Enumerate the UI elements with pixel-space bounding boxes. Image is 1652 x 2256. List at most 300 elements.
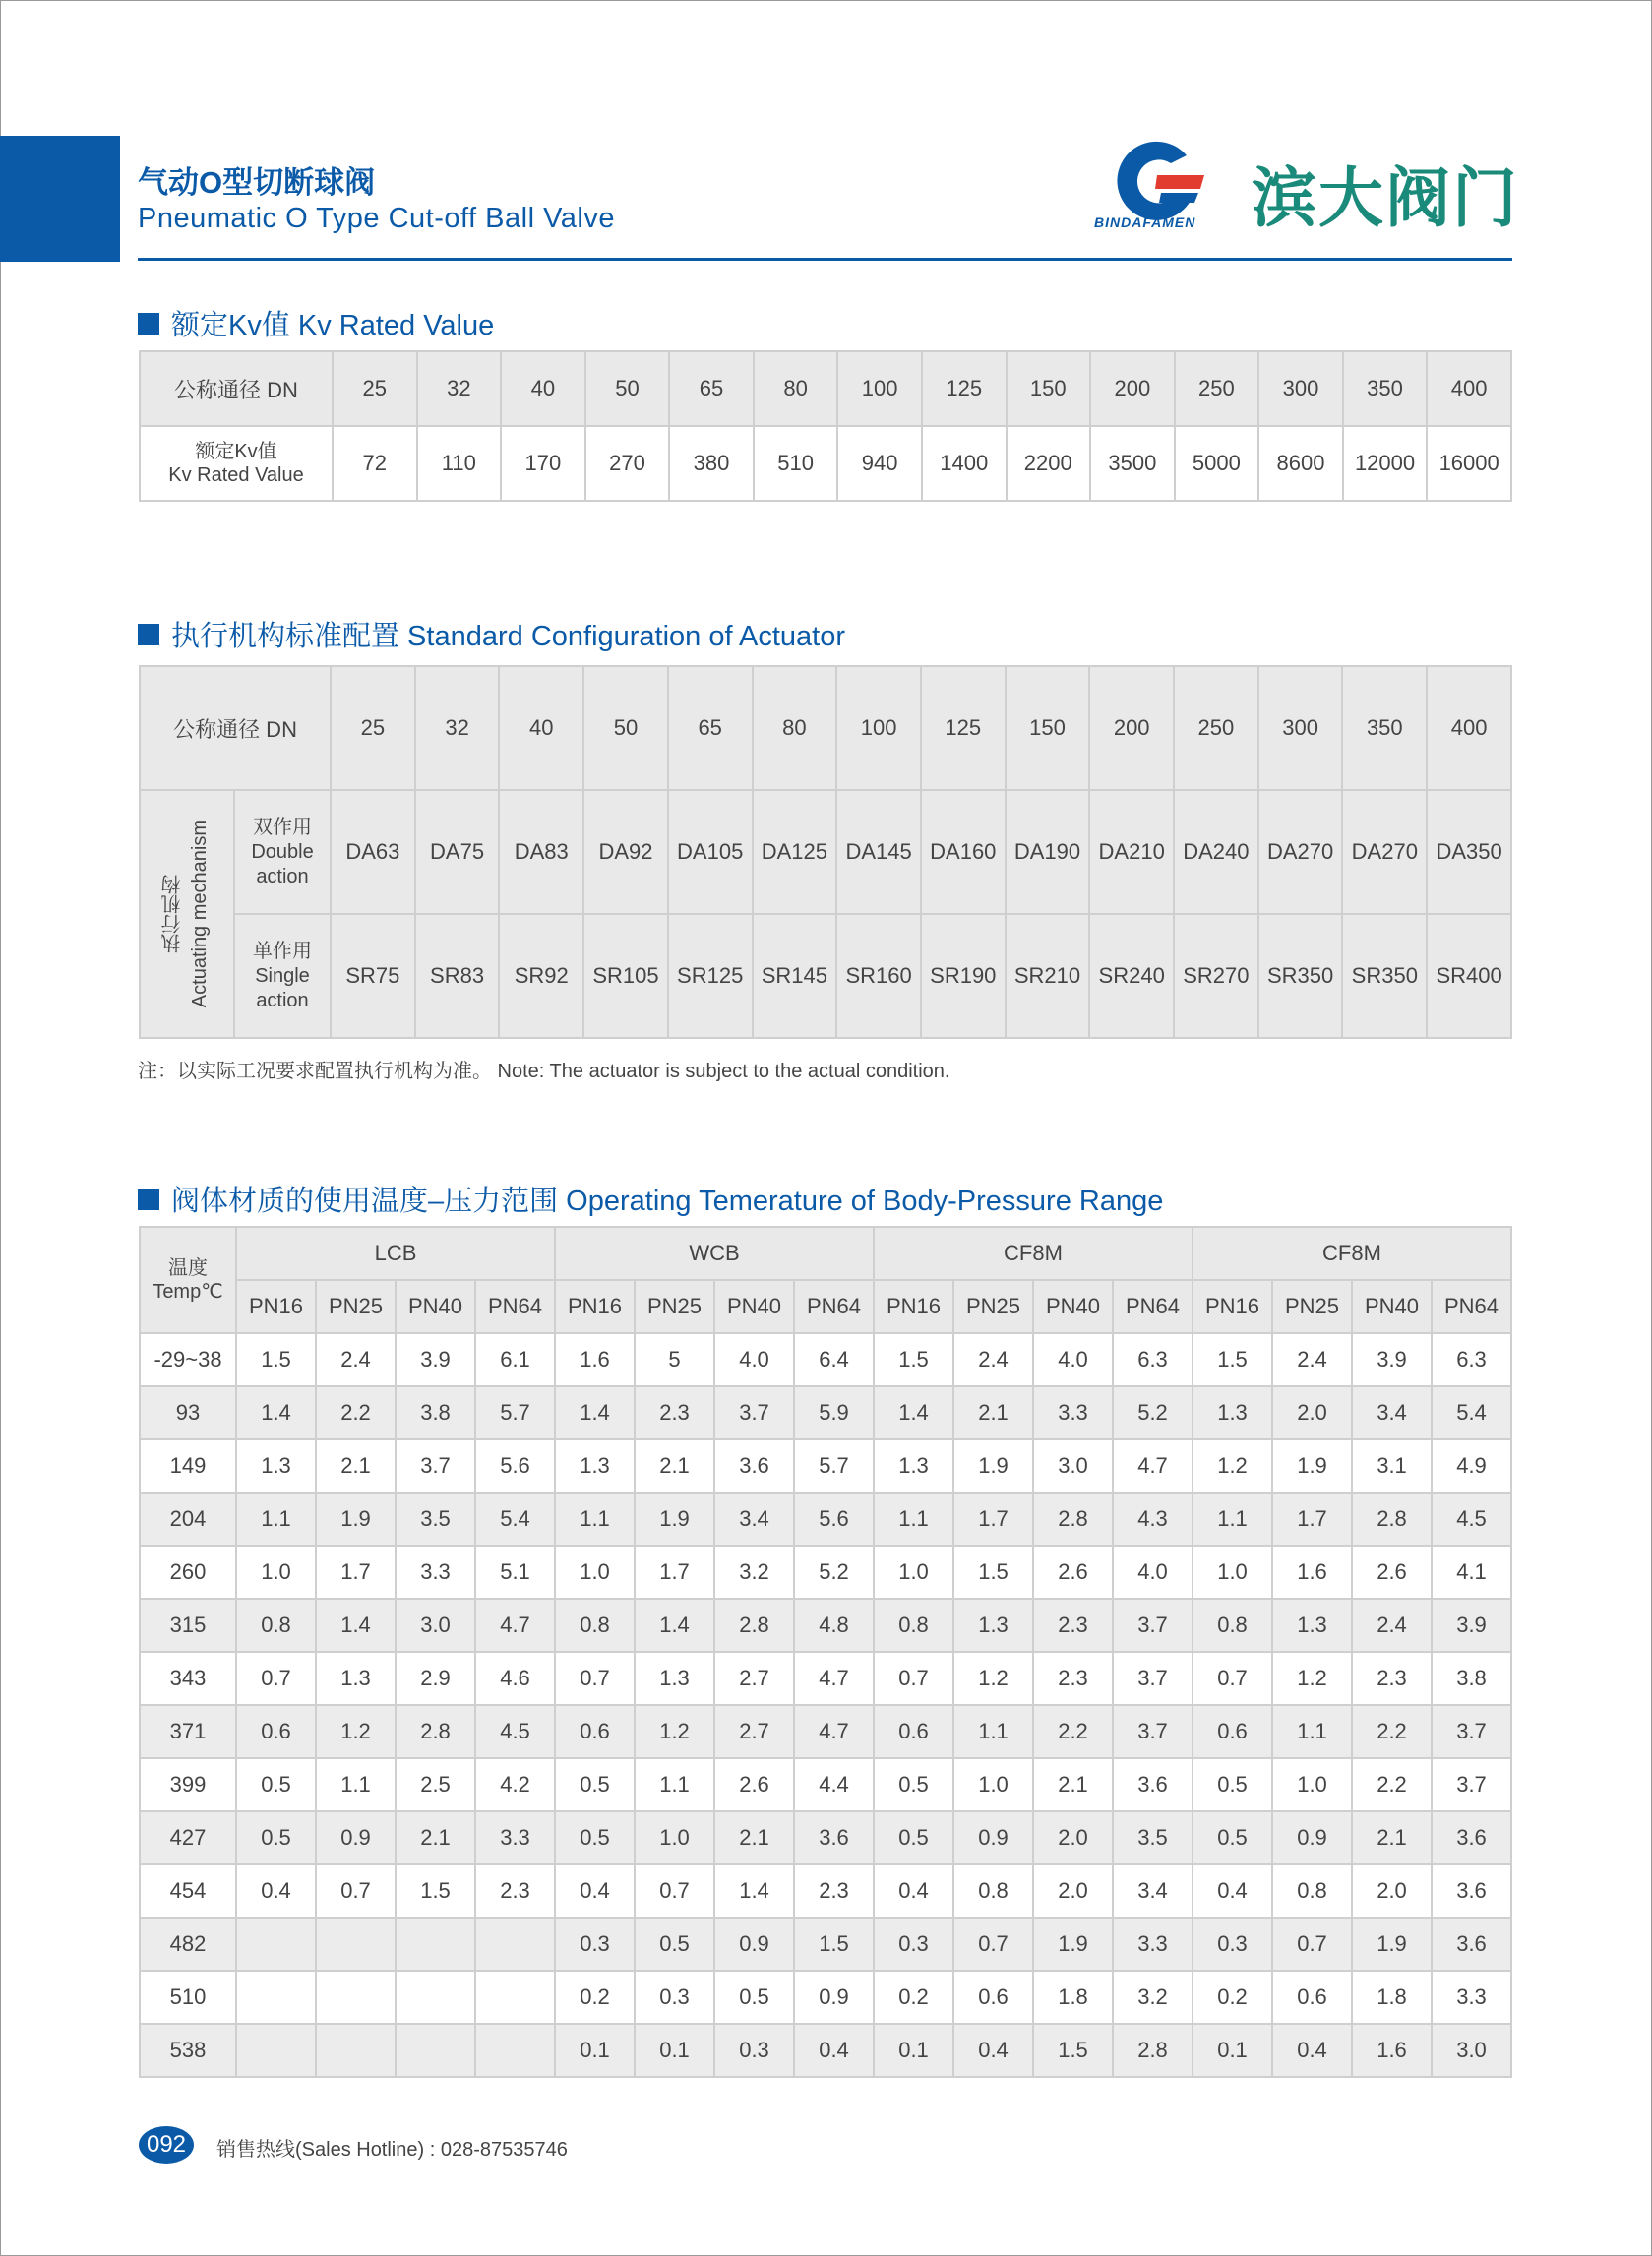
pressure-cell: 1.6 [1272, 1546, 1352, 1599]
pressure-cell: 0.5 [236, 1758, 316, 1811]
pressure-cell: 1.2 [635, 1705, 714, 1758]
kv-value-row [140, 426, 1511, 501]
pressure-heading-text: 阀体材质的使用温度–压力范围 Operating Temerature of Body-Pressure Range [171, 1186, 1164, 1217]
dn-cell: 80 [753, 666, 837, 790]
pressure-cell: 2.8 [714, 1599, 794, 1652]
double-label-en: Double [251, 840, 314, 863]
double-action-row [140, 790, 1511, 914]
kv-rated-table [139, 350, 1512, 502]
actuator-heading-text: 执行机构标准配置 Standard Configuration of Actuator [171, 621, 846, 652]
pressure-cell: 3.4 [1352, 1386, 1432, 1439]
pressure-cell: 1.3 [874, 1439, 953, 1493]
pressure-cell: 2.7 [714, 1705, 794, 1758]
dn-cell: 125 [922, 351, 1007, 426]
temp-cell: 454 [140, 1864, 236, 1918]
pressure-cell: 2.0 [1033, 1864, 1113, 1918]
single-cell: SR105 [583, 914, 668, 1038]
pressure-cell: 1.5 [1033, 2024, 1113, 2077]
pressure-cell: 6.3 [1113, 1333, 1193, 1386]
table-row [140, 1493, 1511, 1546]
pressure-cell: 4.3 [1113, 1493, 1193, 1546]
pressure-cell [316, 1971, 396, 2024]
pressure-cell: 3.3 [396, 1546, 475, 1599]
temp-cell: 343 [140, 1652, 236, 1705]
pressure-cell: 2.6 [1033, 1546, 1113, 1599]
kv-cell: 72 [333, 426, 417, 501]
pn-header: PN16 [1193, 1280, 1272, 1333]
pressure-cell: 2.4 [1352, 1599, 1432, 1652]
pressure-cell: 0.4 [874, 1864, 953, 1918]
pn-header: PN25 [316, 1280, 396, 1333]
kv-cell: 270 [585, 426, 670, 501]
pressure-cell: 3.6 [1432, 1864, 1511, 1918]
pressure-cell: 3.2 [714, 1546, 794, 1599]
page-title-zh: 气动O型切断球阀 [138, 165, 376, 200]
single-cell: SR400 [1427, 914, 1511, 1038]
pressure-cell: 2.3 [1033, 1652, 1113, 1705]
double-action-label [234, 790, 331, 914]
kv-cell: 5000 [1175, 426, 1259, 501]
kv-cell: 940 [837, 426, 922, 501]
pn-header: PN40 [396, 1280, 475, 1333]
double-cell: DA270 [1342, 790, 1427, 914]
pressure-cell: 2.3 [1352, 1652, 1432, 1705]
pn-header-row [140, 1280, 1511, 1333]
dn-cell: 350 [1343, 351, 1428, 426]
pn-header: PN64 [1113, 1280, 1193, 1333]
pressure-cell: 3.3 [1432, 1971, 1511, 2024]
kv-cell: 8600 [1258, 426, 1343, 501]
temp-cell: 260 [140, 1546, 236, 1599]
pressure-cell: 3.2 [1113, 1971, 1193, 2024]
dn-cell: 40 [501, 351, 585, 426]
single-cell: SR210 [1006, 914, 1090, 1038]
pressure-cell [316, 2024, 396, 2077]
dn-cell: 80 [754, 351, 838, 426]
dn-cell: 100 [837, 351, 922, 426]
pressure-cell: 4.1 [1432, 1546, 1511, 1599]
double-label-en2: action [256, 865, 309, 887]
pressure-cell: 1.4 [316, 1599, 396, 1652]
pressure-cell [475, 2024, 555, 2077]
double-cell: DA240 [1174, 790, 1258, 914]
pressure-cell: 3.9 [396, 1333, 475, 1386]
pn-header: PN25 [953, 1280, 1033, 1333]
pressure-cell: 0.7 [1272, 1918, 1352, 1971]
pressure-cell: 3.7 [1432, 1705, 1511, 1758]
dn-cell: 50 [583, 666, 668, 790]
dn-cell: 200 [1090, 351, 1175, 426]
dn-cell: 150 [1007, 351, 1091, 426]
square-bullet-icon [138, 313, 159, 335]
kv-label [140, 426, 333, 501]
pressure-cell: 0.3 [635, 1971, 714, 2024]
pressure-cell: 2.0 [1352, 1864, 1432, 1918]
group-label-zh: 执行机构 [162, 874, 184, 953]
pressure-cell: 1.7 [316, 1546, 396, 1599]
pressure-cell: 3.9 [1352, 1333, 1432, 1386]
table-row [140, 1705, 1511, 1758]
pressure-cell: 5.7 [475, 1386, 555, 1439]
pressure-cell: 4.6 [475, 1652, 555, 1705]
dn-cell: 250 [1175, 351, 1259, 426]
pressure-cell: 2.3 [1033, 1599, 1113, 1652]
pressure-cell: 5.7 [794, 1439, 874, 1493]
pressure-cell: 2.7 [714, 1652, 794, 1705]
dn-cell: 150 [1006, 666, 1090, 790]
pressure-cell: 3.6 [1432, 1811, 1511, 1864]
pressure-cell: 5.2 [1113, 1386, 1193, 1439]
kv-cell: 2200 [1007, 426, 1091, 501]
temp-label-zh: 温度 [168, 1257, 208, 1279]
pressure-cell: 3.6 [1113, 1758, 1193, 1811]
pressure-cell: 1.5 [794, 1918, 874, 1971]
pressure-cell: 0.5 [874, 1811, 953, 1864]
pn-header: PN16 [874, 1280, 953, 1333]
pressure-cell: 2.1 [1352, 1811, 1432, 1864]
pressure-cell: 1.6 [555, 1333, 635, 1386]
pressure-cell: 0.5 [635, 1918, 714, 1971]
pressure-cell: 0.4 [953, 2024, 1033, 2077]
pressure-cell: 5.9 [794, 1386, 874, 1439]
pressure-cell: 2.1 [635, 1439, 714, 1493]
pressure-cell: 2.4 [1272, 1333, 1352, 1386]
pressure-cell: 0.5 [1193, 1811, 1272, 1864]
material-header: CF8M [874, 1227, 1193, 1280]
kv-dn-row [140, 351, 1511, 426]
table-row [140, 1599, 1511, 1652]
pressure-cell: 0.6 [236, 1705, 316, 1758]
pressure-cell: 4.4 [794, 1758, 874, 1811]
pressure-cell: 5.4 [475, 1493, 555, 1546]
single-cell: SR190 [921, 914, 1006, 1038]
pressure-cell: 1.5 [396, 1864, 475, 1918]
pressure-cell [396, 1918, 475, 1971]
pn-header: PN40 [714, 1280, 794, 1333]
pressure-cell: 1.4 [714, 1864, 794, 1918]
pressure-cell: 3.4 [714, 1493, 794, 1546]
pressure-cell: 3.6 [714, 1439, 794, 1493]
temp-cell: 538 [140, 2024, 236, 2077]
pressure-cell: 5.4 [1432, 1386, 1511, 1439]
pressure-cell: 0.7 [635, 1864, 714, 1918]
table-row [140, 1811, 1511, 1864]
kv-section-heading [138, 303, 494, 343]
pressure-cell [316, 1918, 396, 1971]
pressure-cell: 1.1 [1272, 1705, 1352, 1758]
material-header: WCB [555, 1227, 874, 1280]
pressure-cell: 0.7 [236, 1652, 316, 1705]
pressure-cell: 1.9 [1033, 1918, 1113, 1971]
pressure-cell: 0.5 [1193, 1758, 1272, 1811]
pressure-cell: 4.0 [714, 1333, 794, 1386]
pressure-cell: 0.9 [794, 1971, 874, 2024]
pressure-cell: 1.2 [316, 1705, 396, 1758]
pressure-cell: 3.4 [1113, 1864, 1193, 1918]
pressure-cell: 1.1 [1193, 1493, 1272, 1546]
pressure-cell: 1.2 [953, 1652, 1033, 1705]
pressure-cell: 3.6 [1432, 1918, 1511, 1971]
pressure-cell: 1.1 [953, 1705, 1033, 1758]
pressure-cell: 3.3 [1113, 1918, 1193, 1971]
pn-header: PN64 [794, 1280, 874, 1333]
single-cell: SR92 [499, 914, 583, 1038]
actuator-section-heading [138, 614, 845, 654]
pressure-cell: 0.5 [714, 1971, 794, 2024]
temp-cell: 204 [140, 1493, 236, 1546]
pressure-cell [475, 1918, 555, 1971]
table-row [140, 1652, 1511, 1705]
pressure-cell: 2.5 [396, 1758, 475, 1811]
pressure-cell: 1.5 [874, 1333, 953, 1386]
dn-cell: 350 [1342, 666, 1427, 790]
pressure-cell: 3.7 [714, 1386, 794, 1439]
pressure-cell: 1.3 [1272, 1599, 1352, 1652]
pressure-cell: 1.0 [635, 1811, 714, 1864]
pressure-cell: 2.1 [714, 1811, 794, 1864]
pressure-cell [236, 2024, 316, 2077]
pressure-cell: 4.5 [1432, 1493, 1511, 1546]
single-cell: SR160 [836, 914, 921, 1038]
pressure-cell: 1.7 [635, 1546, 714, 1599]
pressure-cell: 1.0 [874, 1546, 953, 1599]
pressure-cell: 1.1 [874, 1493, 953, 1546]
pressure-cell: 0.8 [555, 1599, 635, 1652]
double-cell: DA105 [668, 790, 753, 914]
header-accent-bar [0, 136, 120, 262]
pressure-cell: 1.6 [1352, 2024, 1432, 2077]
temp-cell: 427 [140, 1811, 236, 1864]
pressure-cell: 5.6 [475, 1439, 555, 1493]
pressure-cell: 0.6 [1272, 1971, 1352, 2024]
pressure-cell: 0.6 [1193, 1705, 1272, 1758]
single-cell: SR75 [331, 914, 415, 1038]
table-row [140, 1333, 1511, 1386]
pressure-cell: 1.2 [1272, 1652, 1352, 1705]
pressure-cell: 1.8 [1352, 1971, 1432, 2024]
pressure-cell: 0.4 [555, 1864, 635, 1918]
pressure-cell: 5.1 [475, 1546, 555, 1599]
kv-cell: 3500 [1090, 426, 1175, 501]
pressure-cell: 0.1 [874, 2024, 953, 2077]
single-label-en: Single [255, 964, 310, 987]
temp-cell: 315 [140, 1599, 236, 1652]
kv-cell: 1400 [922, 426, 1007, 501]
pressure-cell: 2.0 [1272, 1386, 1352, 1439]
pressure-cell: 2.3 [635, 1386, 714, 1439]
pressure-cell: 1.0 [1272, 1758, 1352, 1811]
pressure-cell: 2.8 [1352, 1493, 1432, 1546]
pressure-cell: 1.1 [316, 1758, 396, 1811]
pressure-cell: 1.0 [953, 1758, 1033, 1811]
pressure-cell: 1.4 [874, 1386, 953, 1439]
pressure-cell: 3.8 [1432, 1652, 1511, 1705]
pressure-cell: 0.7 [953, 1918, 1033, 1971]
pressure-cell: 2.2 [316, 1386, 396, 1439]
pressure-cell: 3.7 [1113, 1652, 1193, 1705]
pressure-temperature-table [139, 1226, 1512, 2078]
pn-header: PN40 [1352, 1280, 1432, 1333]
pressure-cell: 3.7 [1432, 1758, 1511, 1811]
pressure-cell: 3.7 [1113, 1705, 1193, 1758]
pressure-cell: 3.0 [1033, 1439, 1113, 1493]
single-cell: SR145 [753, 914, 837, 1038]
material-header-row [140, 1227, 1511, 1280]
pressure-cell: 1.8 [1033, 1971, 1113, 2024]
pressure-cell: 2.1 [1033, 1758, 1113, 1811]
pressure-cell: 0.4 [236, 1864, 316, 1918]
single-cell: SR270 [1174, 914, 1258, 1038]
table-row [140, 2024, 1511, 2077]
pressure-cell: 0.3 [874, 1918, 953, 1971]
pn-header: PN25 [635, 1280, 714, 1333]
temp-cell: -29~38 [140, 1333, 236, 1386]
pressure-cell: 0.8 [236, 1599, 316, 1652]
table-row [140, 1971, 1511, 2024]
pressure-cell: 1.3 [555, 1439, 635, 1493]
dn-cell: 25 [333, 351, 417, 426]
pressure-cell: 4.8 [794, 1599, 874, 1652]
pressure-cell: 0.8 [1193, 1599, 1272, 1652]
pressure-cell [236, 1971, 316, 2024]
pressure-cell: 1.1 [635, 1758, 714, 1811]
sales-hotline: 销售热线(Sales Hotline) : 028-87535746 [216, 2139, 568, 2161]
double-cell: DA63 [331, 790, 415, 914]
pn-header: PN25 [1272, 1280, 1352, 1333]
pressure-cell: 0.7 [555, 1652, 635, 1705]
pressure-cell: 0.9 [953, 1811, 1033, 1864]
single-action-row [140, 914, 1511, 1038]
pressure-cell: 0.2 [874, 1971, 953, 2024]
pressure-cell: 4.5 [475, 1705, 555, 1758]
pressure-cell: 3.9 [1432, 1599, 1511, 1652]
table-row [140, 1758, 1511, 1811]
pressure-cell: 0.8 [874, 1599, 953, 1652]
dn-cell: 300 [1258, 351, 1343, 426]
pressure-cell: 1.3 [1193, 1386, 1272, 1439]
pressure-cell: 0.5 [555, 1758, 635, 1811]
pressure-cell: 2.2 [1352, 1705, 1432, 1758]
dn-cell: 50 [585, 351, 670, 426]
actuating-mechanism-label [140, 790, 234, 1038]
pressure-cell: 4.9 [1432, 1439, 1511, 1493]
pressure-cell: 0.4 [794, 2024, 874, 2077]
table-row [140, 1439, 1511, 1493]
kv-heading-text: 额定Kv值 Kv Rated Value [171, 310, 495, 341]
pressure-cell: 0.3 [1193, 1918, 1272, 1971]
single-cell: SR83 [415, 914, 500, 1038]
pressure-cell: 1.9 [635, 1493, 714, 1546]
double-cell: DA125 [753, 790, 837, 914]
double-cell: DA83 [499, 790, 583, 914]
pressure-cell: 1.4 [236, 1386, 316, 1439]
pressure-cell: 5 [635, 1333, 714, 1386]
pressure-cell: 0.6 [555, 1705, 635, 1758]
double-cell: DA190 [1006, 790, 1090, 914]
pressure-cell: 0.8 [1272, 1864, 1352, 1918]
pressure-cell: 4.0 [1033, 1333, 1113, 1386]
actuator-dn-row [140, 666, 1511, 790]
pressure-cell: 1.0 [236, 1546, 316, 1599]
pressure-cell: 5.6 [794, 1493, 874, 1546]
pn-header: PN40 [1033, 1280, 1113, 1333]
double-cell: DA350 [1427, 790, 1511, 914]
temp-header [140, 1227, 236, 1333]
dn-cell: 125 [921, 666, 1006, 790]
pressure-cell: 0.9 [1272, 1811, 1352, 1864]
dn-cell: 32 [415, 666, 500, 790]
dn-cell: 400 [1427, 666, 1511, 790]
pressure-cell: 1.7 [1272, 1493, 1352, 1546]
kv-cell: 12000 [1343, 426, 1428, 501]
single-label-zh: 单作用 [253, 940, 312, 962]
double-cell: DA75 [415, 790, 500, 914]
pressure-cell: 3.1 [1352, 1439, 1432, 1493]
pressure-cell: 4.0 [1113, 1546, 1193, 1599]
brand-name: 滨大阀门 [1252, 160, 1519, 236]
pressure-cell: 4.7 [1113, 1439, 1193, 1493]
pressure-cell: 0.7 [874, 1652, 953, 1705]
pressure-cell: 2.1 [953, 1386, 1033, 1439]
pressure-cell [396, 1971, 475, 2024]
pressure-cell: 4.2 [475, 1758, 555, 1811]
pressure-cell: 0.5 [874, 1758, 953, 1811]
dn-cell: 65 [668, 666, 753, 790]
pressure-cell: 1.9 [1272, 1439, 1352, 1493]
header-divider [138, 258, 1512, 261]
pressure-cell: 1.3 [635, 1652, 714, 1705]
actuator-note: 注：以实际工况要求配置执行机构为准。 Note: The actuator is subject to the actual condition. [138, 1061, 950, 1082]
kv-label-zh: 额定Kv值 [195, 441, 277, 462]
pressure-cell: 0.2 [1193, 1971, 1272, 2024]
pressure-cell: 6.4 [794, 1333, 874, 1386]
table-row [140, 1546, 1511, 1599]
square-bullet-icon [138, 624, 159, 645]
pressure-cell: 0.4 [1272, 2024, 1352, 2077]
pressure-cell: 1.3 [316, 1652, 396, 1705]
pressure-cell: 0.4 [1193, 1864, 1272, 1918]
table-row [140, 1864, 1511, 1918]
single-action-label [234, 914, 331, 1038]
pressure-cell: 6.1 [475, 1333, 555, 1386]
pressure-cell: 3.7 [396, 1439, 475, 1493]
dn-label: 公称通径 DN [140, 666, 331, 790]
single-label-en2: action [256, 989, 309, 1011]
pressure-cell: 2.9 [396, 1652, 475, 1705]
double-cell: DA210 [1089, 790, 1174, 914]
pressure-cell: 0.1 [555, 2024, 635, 2077]
pressure-cell: 0.7 [316, 1864, 396, 1918]
pressure-cell: 1.3 [236, 1439, 316, 1493]
pressure-cell: 2.8 [1113, 2024, 1193, 2077]
pressure-cell: 2.3 [475, 1864, 555, 1918]
pressure-cell: 3.5 [1113, 1811, 1193, 1864]
kv-cell: 380 [669, 426, 754, 501]
pressure-cell: 2.1 [396, 1811, 475, 1864]
temp-cell: 371 [140, 1705, 236, 1758]
double-label-zh: 双作用 [253, 816, 312, 838]
pn-header: PN16 [555, 1280, 635, 1333]
logo-text: BINDAFAMEN [1094, 214, 1196, 230]
temp-cell: 482 [140, 1918, 236, 1971]
temp-label-en: Temp℃ [153, 1281, 223, 1303]
pressure-cell: 1.3 [953, 1599, 1033, 1652]
pressure-cell: 2.8 [1033, 1493, 1113, 1546]
pressure-cell: 2.0 [1033, 1811, 1113, 1864]
pressure-cell [396, 2024, 475, 2077]
pressure-cell: 2.2 [1352, 1758, 1432, 1811]
pressure-cell: 0.7 [1193, 1652, 1272, 1705]
